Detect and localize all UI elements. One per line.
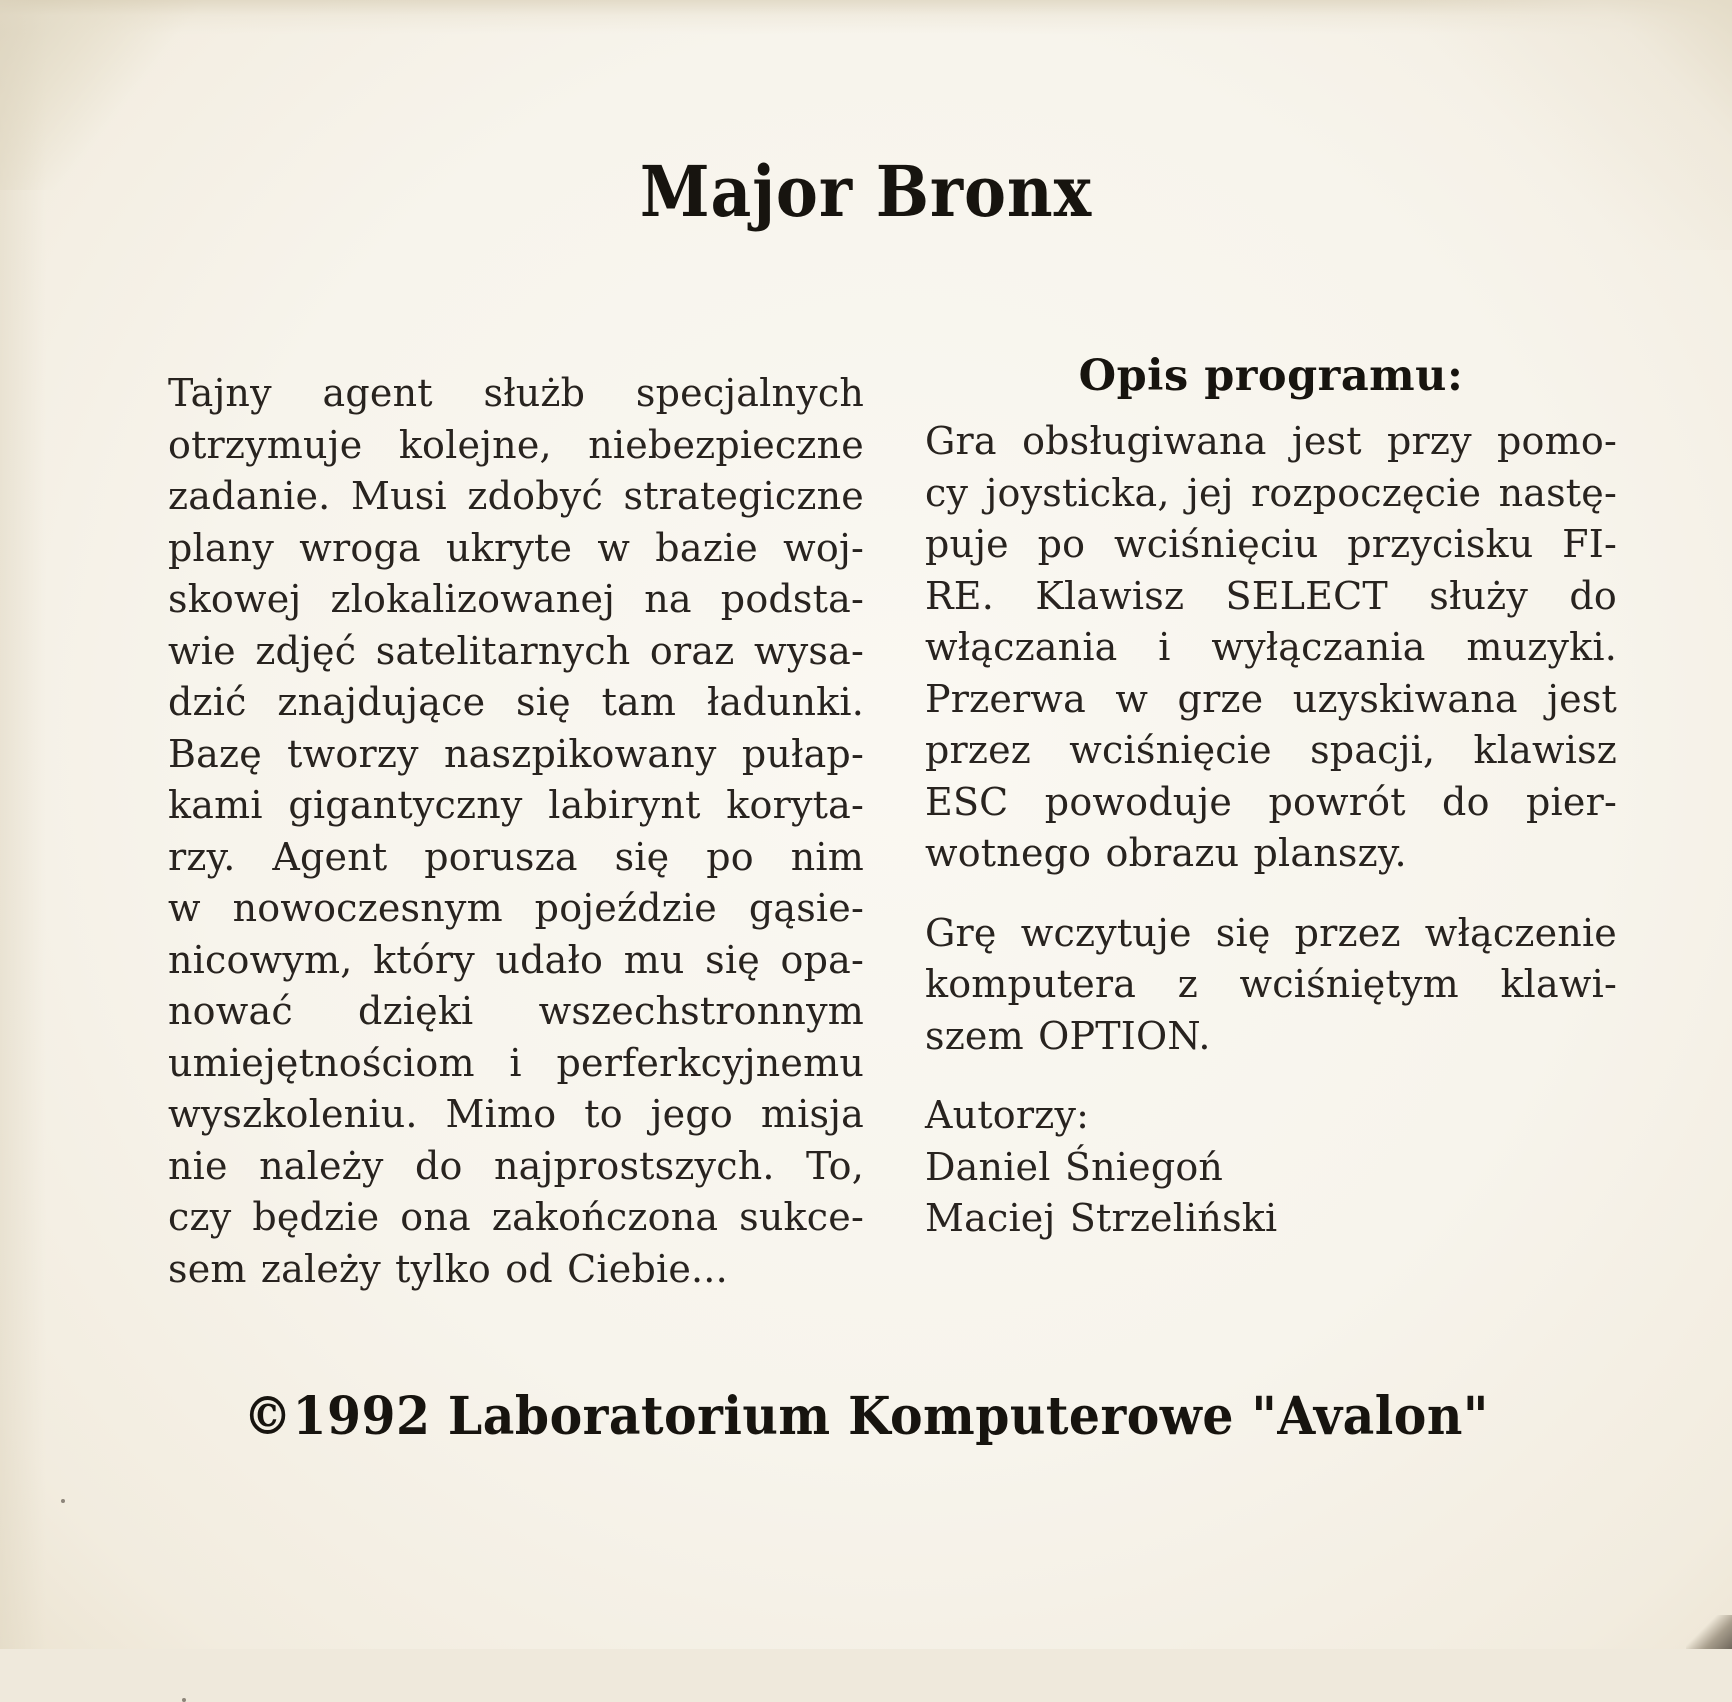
text-line: cy joysticka, jej rozpoczęcie nastę- — [925, 470, 1617, 515]
text-line: sem zależy tylko od Ciebie... — [168, 1246, 728, 1291]
text-line: ESC powoduje powrót do pier- — [925, 779, 1617, 824]
game-title: Major Bronx — [639, 150, 1093, 233]
text-line: Maciej Strzeliński — [925, 1196, 1278, 1240]
text-line: Przerwa w grze uzyskiwana jest — [925, 676, 1617, 721]
text-line: Autorzy: — [925, 1093, 1090, 1137]
text-line: czy będzie ona zakończona sukce- — [168, 1195, 864, 1239]
text-line: nie należy do najprostszych. To, — [168, 1143, 864, 1188]
text-line: nicowym, który udało mu się opa- — [168, 937, 864, 982]
text-line: Bazę tworzy naszpikowany pułap- — [168, 731, 864, 776]
text-line: zadanie. Musi zdobyć strategiczne — [168, 474, 864, 518]
text-line: dzić znajdujące się tam ładunki. — [168, 680, 864, 724]
text-line: Grę wczytuje się przez włączenie — [925, 910, 1617, 955]
text-line: Gra obsługiwana jest przy pomo- — [925, 419, 1617, 463]
description-paragraphs — [925, 416, 1617, 1245]
text-line: przez wciśnięcie spacji, klawisz — [925, 728, 1617, 772]
text-line: wyszkoleniu. Mimo to jego misja — [168, 1092, 864, 1136]
text-line: Tajny agent służb specjalnych — [168, 371, 864, 415]
text-line: nować dzięki wszechstronnym — [168, 989, 864, 1033]
text-line: w nowoczesnym pojeździe gąsie- — [168, 886, 864, 930]
scan-crease-bottom-right — [1686, 1615, 1732, 1649]
text-line: umiejętnościom i perferkcyjnemu — [168, 1040, 864, 1085]
text-line: wie zdjęć satelitarnych oraz wysa- — [168, 628, 864, 673]
scan-shadow-left-edge — [0, 0, 46, 1649]
story-column — [168, 368, 864, 1295]
scan-speck — [61, 1499, 65, 1503]
text-line: wotnego obrazu planszy. — [925, 831, 1407, 875]
scan-shadow-top-edge — [0, 0, 1732, 34]
text-line: otrzymuje kolejne, niebezpieczne — [168, 422, 864, 467]
paragraph — [925, 1090, 1617, 1245]
text-line: skowej zlokalizowanej na podsta- — [168, 577, 864, 621]
scan-speck — [182, 1698, 186, 1702]
text-line: komputera z wciśniętym klawi- — [925, 962, 1617, 1006]
text-line: włączania i wyłączania muzyki. — [925, 625, 1617, 669]
copyright-line: ©1992 Laboratorium Komputerowe "Avalon" — [243, 1386, 1489, 1447]
text-line: plany wroga ukryte w bazie woj- — [168, 525, 864, 570]
description-column — [925, 350, 1617, 1245]
text-line: Daniel Śniegoń — [925, 1144, 1224, 1189]
paragraph — [925, 416, 1617, 880]
text-line: rzy. Agent porusza się po nim — [168, 834, 864, 879]
paragraph — [168, 368, 864, 1295]
section-heading: Opis programu: — [1078, 351, 1464, 401]
text-line: szem OPTION. — [925, 1013, 1211, 1058]
text-line: puje po wciśnięciu przycisku FI- — [925, 522, 1617, 566]
text-line: RE. Klawisz SELECT służy do — [925, 573, 1617, 618]
paragraph — [925, 908, 1617, 1063]
text-line: kami gigantyczny labirynt koryta- — [168, 783, 864, 827]
